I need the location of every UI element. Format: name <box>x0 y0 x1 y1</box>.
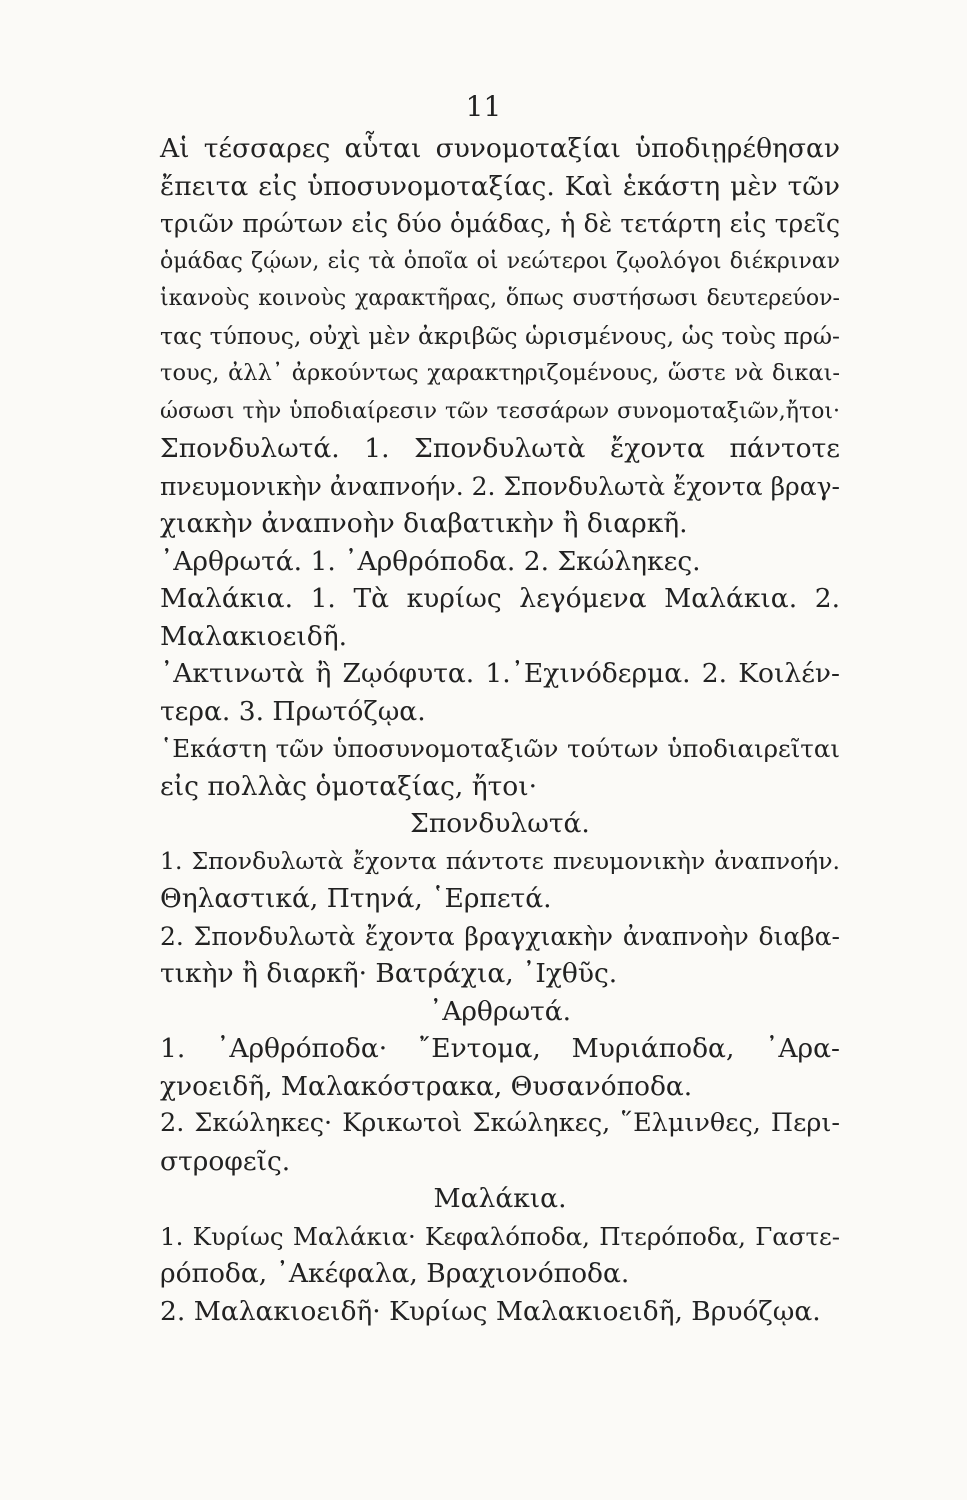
text-line: ὁμάδας ζῴων, εἰς τὰ ὁποῖα οἱ νεώτεροι ζῳολόγοι διέκριναν <box>160 248 840 274</box>
text-line: τους, ἀλλ᾽ ἀρκούντως χαρακτηριζομένους, ὥστε νὰ δικαι- <box>160 360 840 386</box>
text-line: Σπονδυλωτά. 1. Σπονδυλωτὰ ἔχοντα πάντοτε <box>160 433 840 464</box>
text-line: 2. Σπονδυλωτὰ ἔχοντα βραγχιακὴν ἀναπνοὴν διαβα- <box>160 921 840 951</box>
text-line: εἰς πολλὰς ὁμοταξίας, ἤτοι· <box>160 770 538 802</box>
text-line: 1. Σπονδυλωτὰ ἔχοντα πάντοτε πνευμονικὴν ἀναπνοήν. <box>160 846 840 875</box>
text-line: ἔπειτα εἰς ὑποσυνομοταξίας. Καὶ ἑκάστη μὲν τῶν <box>160 170 840 202</box>
text-line: Θηλαστικά, Πτηνά, ῾Ερπετά. <box>160 883 552 914</box>
text-line: 1. ᾽Αρθρόποδα· ῎Εντομα, Μυριάποδα, ᾽Αρα- <box>160 1033 840 1064</box>
text-line: χνοειδῆ, Μαλακόστρακα, Θυσανόποδα. <box>160 1070 693 1102</box>
section-heading: Μαλάκια. <box>433 1183 567 1214</box>
text-line: ῾Εκάστη τῶν ὑποσυνομοταξιῶν τούτων ὑποδιαιρεῖται <box>160 734 840 763</box>
text-line: τας τύπους, οὐχὶ μὲν ἀκριβῶς ὡρισμένους, ὡς τοὺς πρώ- <box>160 321 840 350</box>
text-line: χιακὴν ἀναπνοὴν διαβατικὴν ἢ διαρκῆ. <box>160 508 688 539</box>
page-number: 11 <box>465 90 502 123</box>
text-line: Μαλακιοειδῆ. <box>160 620 348 652</box>
text-line: πνευμονικὴν ἀναπνοήν. 2. Σπονδυλωτὰ ἔχοντα βραγ- <box>160 471 840 501</box>
text-line: τικὴν ἢ διαρκῆ· Βατράχια, ᾽Ιχθῦς. <box>160 958 618 989</box>
text-line: στροφεῖς. <box>160 1145 291 1177</box>
text-line: Αἱ τέσσαρες αὗται συνομοταξίαι ὑποδιῃρέθησαν <box>160 133 840 164</box>
text-line: 1. Κυρίως Μαλάκια· Κεφαλόποδα, Πτερόποδα, Γαστε- <box>160 1221 840 1251</box>
text-line: 2. Σκώληκες· Κρικωτοὶ Σκώληκες, ῞Ελμινθες, Περι- <box>160 1108 840 1138</box>
body-text <box>160 130 840 1330</box>
text-line: ώσωσι τὴν ὑποδιαίρεσιν τῶν τεσσάρων συνομοταξιῶν,ἤτοι· <box>160 398 840 424</box>
text-line: τριῶν πρώτων εἰς δύο ὁμάδας, ἡ δὲ τετάρτη εἰς τρεῖς <box>160 209 840 238</box>
text-line: ρόποδα, ᾽Ακέφαλα, Βραχιονόποδα. <box>160 1258 630 1289</box>
section-heading: Σπονδυλωτά. <box>410 808 590 839</box>
text-line: 2. Μαλακιοειδῆ· Κυρίως Μαλακιοειδῆ, Βρυόζῳα. <box>160 1295 821 1327</box>
text-line: Μαλάκια. 1. Τὰ κυρίως λεγόμενα Μαλάκια. 2. <box>160 583 840 614</box>
text-line: τερα. 3. Πρωτόζῳα. <box>160 695 426 727</box>
text-line: ᾽Ακτινωτὰ ἢ Ζῳόφυτα. 1.᾽Εχινόδερμα. 2. Κοιλέν- <box>160 658 840 689</box>
section-heading: ᾽Αρθρωτά. <box>428 995 572 1027</box>
text-line: ᾽Αρθρωτά. 1. ᾽Αρθρόποδα. 2. Σκώληκες. <box>160 545 701 577</box>
text-line: ἱκανοὺς κοινοὺς χαρακτῆρας, ὅπως συστήσωσι δευτερεύον- <box>160 286 840 311</box>
